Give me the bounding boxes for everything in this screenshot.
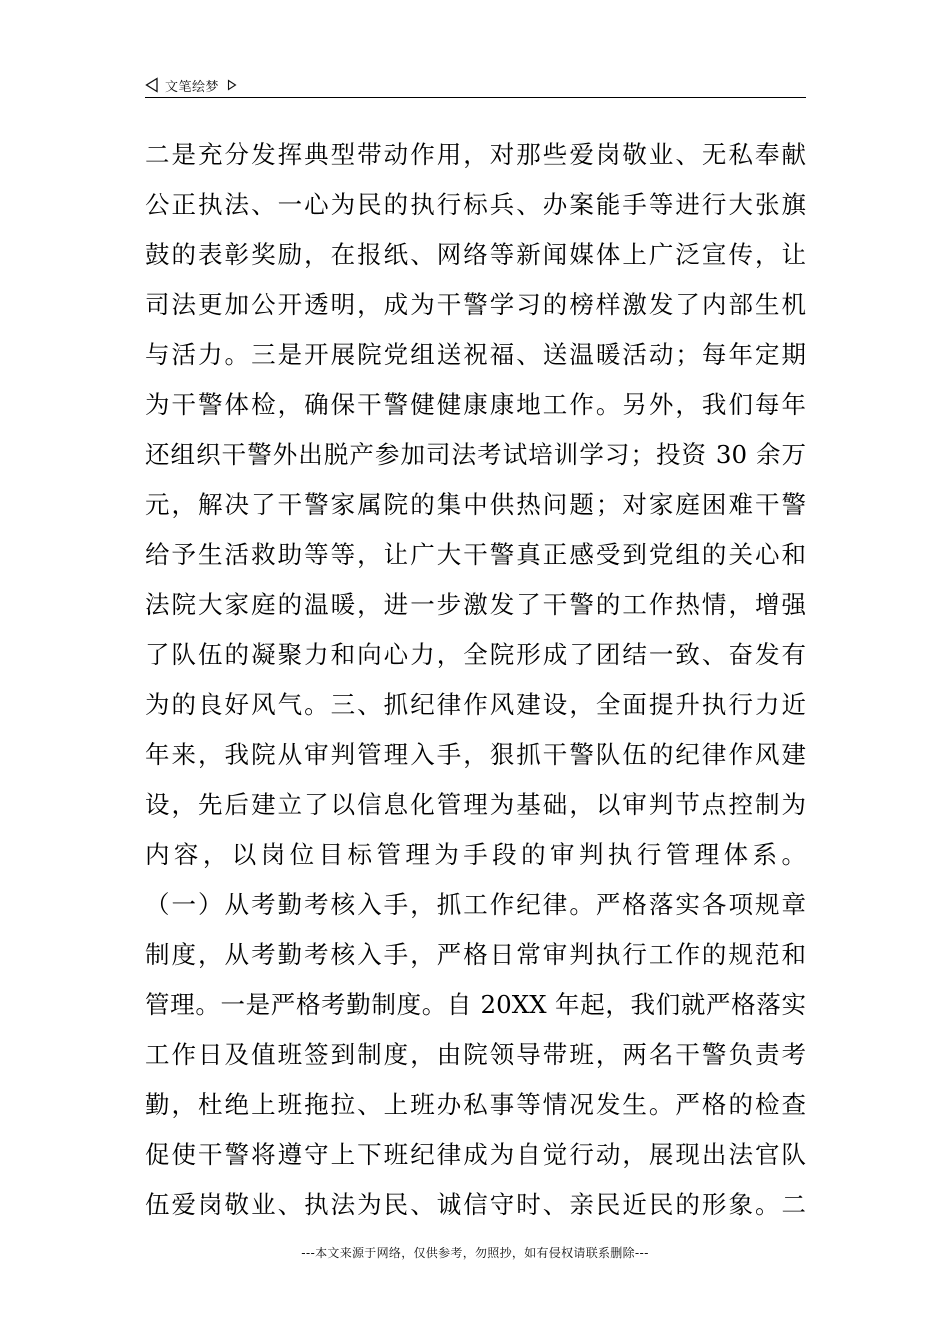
body-line: 制度，从考勤考核入手，严格日常审判执行工作的规范和 xyxy=(145,940,806,969)
body-line: 鼓的表彰奖励，在报纸、网络等新闻媒体上广泛宣传，让 xyxy=(145,240,806,269)
body-line: 与活力。三是开展院党组送祝福、送温暖活动；每年定期 xyxy=(145,340,806,369)
triangle-right-outline-icon xyxy=(227,79,237,91)
body-line: 公正执法、一心为民的执行标兵、办案能手等进行大张旗 xyxy=(145,190,806,219)
page-header xyxy=(145,74,237,96)
body-line: 给予生活救助等等，让广大干警真正感受到党组的关心和 xyxy=(145,540,806,569)
triangle-left-outline-icon xyxy=(145,77,159,93)
body-line: 为干警体检，确保干警健健康康地工作。另外，我们每年 xyxy=(145,390,806,419)
body-line: 为的良好风气。三、抓纪律作风建设，全面提升执行力近 xyxy=(145,690,806,719)
body-line: 勤，杜绝上班拖拉、上班办私事等情况发生。严格的检查 xyxy=(145,1090,806,1119)
body-line: 二是充分发挥典型带动作用，对那些爱岗敬业、无私奉献 xyxy=(145,140,806,169)
body-line: 伍爱岗敬业、执法为民、诚信守时、亲民近民的形象。二 xyxy=(145,1190,806,1219)
body-line: 工作日及值班签到制度，由院领导带班，两名干警负责考 xyxy=(145,1040,806,1069)
body-line: 年来，我院从审判管理入手，狠抓干警队伍的纪律作风建 xyxy=(145,740,806,769)
body-line: （一）从考勤考核入手，抓工作纪律。严格落实各项规章 xyxy=(145,890,806,919)
footer-disclaimer: ---本文来源于网络，仅供参考，勿照抄，如有侵权请联系删除--- xyxy=(301,1246,649,1260)
body-line: 了队伍的凝聚力和向心力，全院形成了团结一致、奋发有 xyxy=(145,640,806,669)
document-body xyxy=(145,130,806,1230)
body-line: 设，先后建立了以信息化管理为基础，以审判节点控制为 xyxy=(145,790,806,819)
body-line: 元，解决了干警家属院的集中供热问题；对家庭困难干警 xyxy=(145,490,806,519)
body-line: 内容，以岗位目标管理为手段的审判执行管理体系。 xyxy=(145,840,806,869)
body-line: 还组织干警外出脱产参加司法考试培训学习；投资 30 余万 xyxy=(145,440,806,469)
header-divider xyxy=(145,97,806,98)
body-line: 司法更加公开透明，成为干警学习的榜样激发了内部生机 xyxy=(145,290,806,319)
body-line: 法院大家庭的温暖，进一步激发了干警的工作热情，增强 xyxy=(145,590,806,619)
header-title: 文笔绘梦 xyxy=(165,79,220,95)
body-line: 促使干警将遵守上下班纪律成为自觉行动，展现出法官队 xyxy=(145,1140,806,1169)
body-line: 管理。一是严格考勤制度。自 20XX 年起，我们就严格落实 xyxy=(145,990,806,1019)
